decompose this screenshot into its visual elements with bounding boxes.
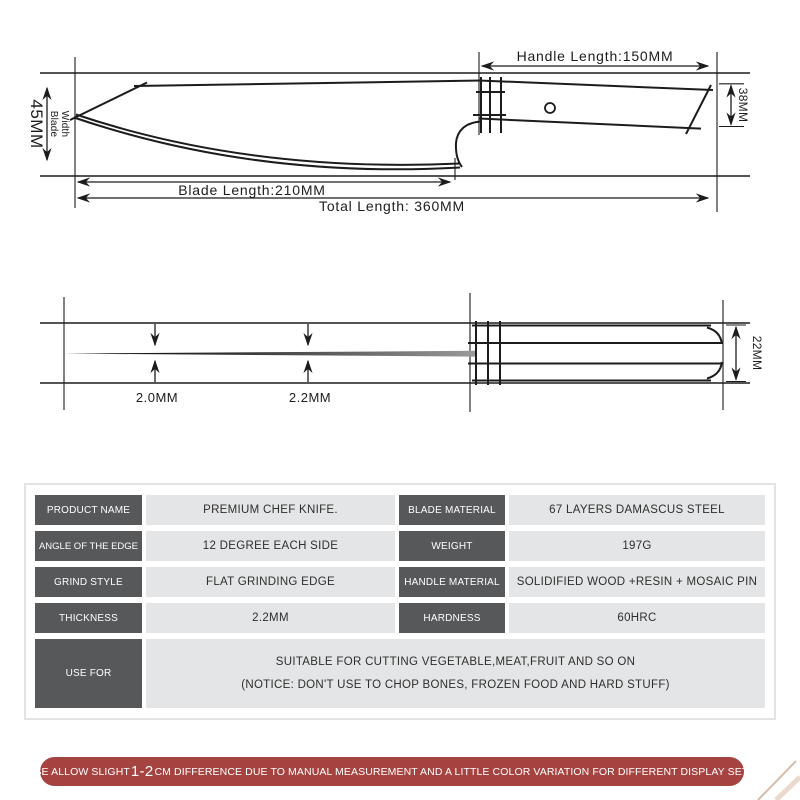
handle-height-label: 38MM xyxy=(736,87,750,123)
spine-thickness-front-label: 2.0MM xyxy=(135,390,179,405)
spec-value-thickness: 2.2MM xyxy=(146,603,395,633)
blade-length-label: Blade Length:210MM xyxy=(178,182,326,198)
spec-label-blade-material: BLADE MATERIAL xyxy=(399,495,505,525)
mosaic-pin-icon xyxy=(545,103,555,113)
corner-photo-fragment xyxy=(740,755,800,800)
total-length-label: Total Length: 360MM xyxy=(319,198,465,214)
spec-label-product-name: PRODUCT NAME xyxy=(35,495,142,525)
dimension-lines xyxy=(47,66,736,382)
measurement-notice-banner xyxy=(7,757,777,786)
notice-text-prefix: PLEASE ALLOW SLIGHT xyxy=(7,765,130,778)
spine-thickness-back-label: 2.2MM xyxy=(288,390,332,405)
knife-top-view-outline xyxy=(64,321,722,385)
blade-width-value-label: 45MM xyxy=(27,99,46,149)
spec-value-handle-material: SOLIDIFIED WOOD +RESIN + MOSAIC PIN xyxy=(509,567,765,597)
spec-label-use-for: USE FOR xyxy=(35,639,142,708)
blade-width-word1: Blade xyxy=(48,110,59,138)
notice-text-highlight: 1-2 xyxy=(130,763,154,780)
use-for-line1: SUITABLE FOR CUTTING VEGETABLE,MEAT,FRUIT AND SO ON xyxy=(275,656,636,669)
spec-label-grind-style: GRIND STYLE xyxy=(35,567,142,597)
blade-spine-top-view xyxy=(64,351,476,357)
spec-value-blade-material: 67 LAYERS DAMASCUS STEEL xyxy=(509,495,765,525)
spec-label-handle-material: HANDLE MATERIAL xyxy=(399,567,505,597)
notice-text-suffix: CM DIFFERENCE DUE TO MANUAL MEASUREMENT AND A LITTLE COLOR VARIATION FOR DIFFERENT DISPLAY SETTING. xyxy=(154,765,777,778)
spec-value-hardness: 60HRC xyxy=(509,603,765,633)
spec-value-grind-style: FLAT GRINDING EDGE xyxy=(146,567,395,597)
spec-label-angle-of-edge: ANGLE OF THE EDGE xyxy=(35,531,142,561)
spec-label-thickness: THICKNESS xyxy=(35,603,142,633)
knife-side-view-outline xyxy=(70,77,713,169)
handle-width-label: 22MM xyxy=(750,335,764,371)
frame-lines xyxy=(40,73,750,383)
spec-value-angle-of-edge: 12 DEGREE EACH SIDE xyxy=(146,531,395,561)
use-for-line2: (NOTICE: DON'T USE TO CHOP BONES, FROZEN FOOD AND HARD STUFF) xyxy=(241,678,670,691)
spec-value-use-for xyxy=(146,639,765,708)
handle-length-label: Handle Length:150MM xyxy=(516,48,674,64)
spec-label-hardness: HARDNESS xyxy=(399,603,505,633)
spec-table xyxy=(24,483,776,720)
spec-value-weight: 197G xyxy=(509,531,765,561)
extension-lines xyxy=(64,52,746,412)
blade-width-word2: Width xyxy=(59,110,70,138)
spec-value-product-name: PREMIUM CHEF KNIFE. xyxy=(146,495,395,525)
spec-label-weight: WEIGHT xyxy=(399,531,505,561)
